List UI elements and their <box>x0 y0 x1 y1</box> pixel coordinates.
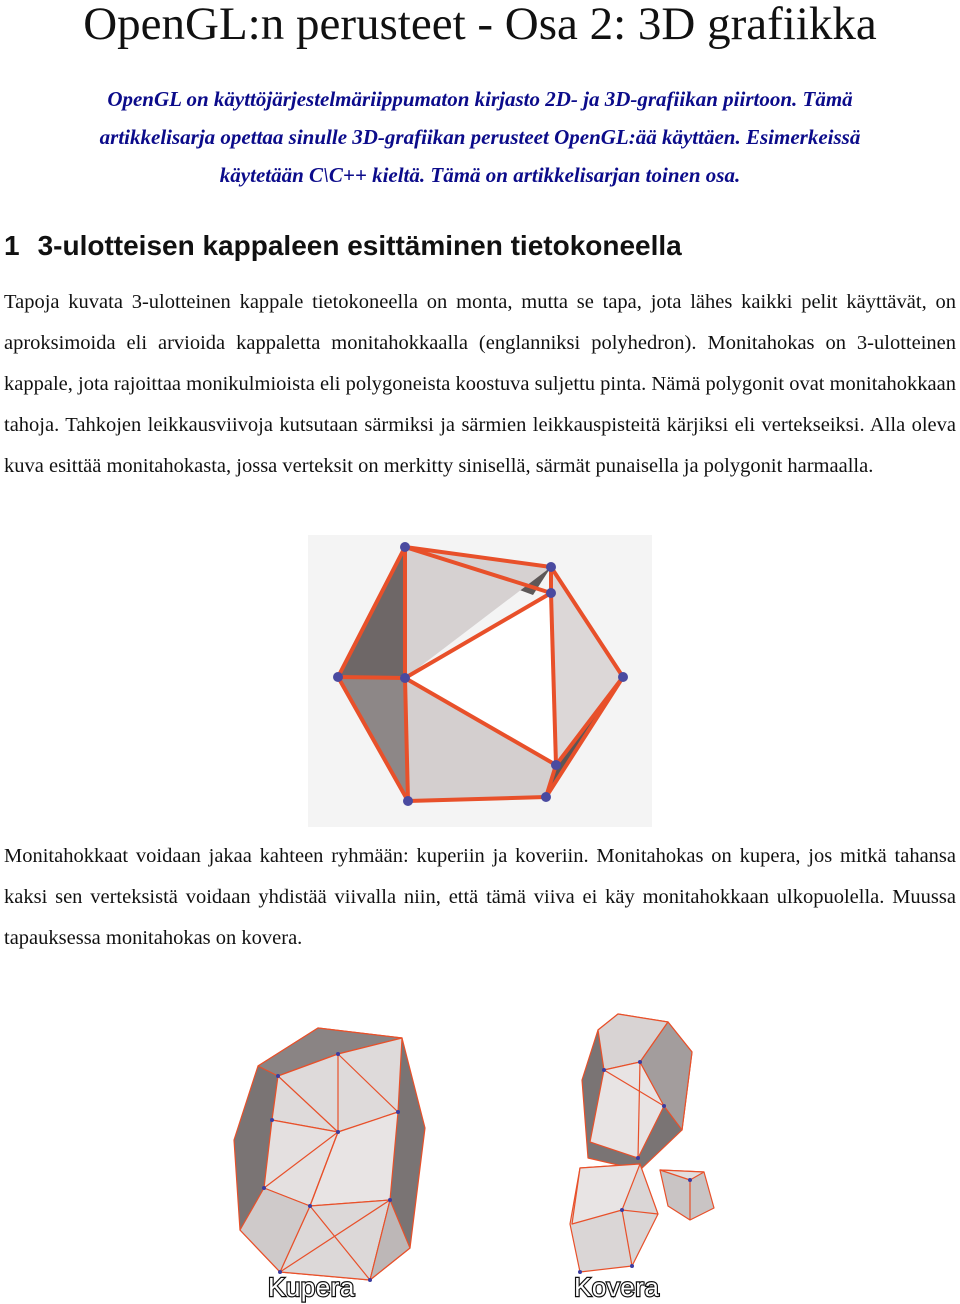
convex-polyhedron <box>234 1028 425 1280</box>
intro-text <box>40 80 920 194</box>
section-number: 1 <box>4 230 20 261</box>
caption-kupera: Kupera <box>268 1272 355 1302</box>
paragraph-convex-concave: Monitahokkaat voidaan jakaa kahteen ryhmään: kuperiin ja koveriin. Monitahokas on kupera, jos mitkä tahansa kaksi sen verteksistä voidaan yhdistää viivalla niin, että tämä viiva ei käy monitahokkaan ulkopuolella. Muussa tapauksessa monitahokas on kovera. <box>4 845 956 949</box>
section-heading <box>4 226 682 266</box>
caption-kovera: Kovera <box>574 1272 660 1302</box>
concave-polyhedron <box>570 1014 714 1272</box>
intro-line: OpenGL on käyttöjärjestelmäriippumaton kirjasto 2D- ja 3D-grafiikan piirtoon. Tämä <box>107 87 853 111</box>
section-heading-text: 3-ulotteisen kappaleen esittäminen tietokoneella <box>37 230 682 261</box>
intro-line: artikkelisarja opettaa sinulle 3D-grafiikan perusteet OpenGL:ää käyttäen. Esimerkeissä <box>99 125 861 149</box>
paragraph-polyhedron-intro: Tapoja kuvata 3-ulotteinen kappale tietokoneella on monta, mutta se tapa, jota lähes kaikki pelit käyttävät, on aproksimoida eli arvioida kappaletta monitahokkaalla (englanniksi polyhedron). Monitahokas on 3-ulotteinen kappale, jota rajoittaa monikulmioista eli polygoneista koostuva suljettu pinta. Nämä polygonit ovat monitahokkaan tahoja. Tahkojen leikkausviivoja kutsutaan särmiksi ja särmien leikkauspisteitä kärjiksi eli vertekseiksi. Alla oleva kuva esittää monitahokasta, jossa verteksit on merkitty sinisellä, särmät punaisella ja polygonit harmaalla. <box>4 291 956 477</box>
page-title: OpenGL:n perusteet - Osa 2: 3D grafiikka <box>83 0 877 50</box>
convex-concave-figure <box>220 1010 740 1304</box>
intro-line: käytetään C\C++ kieltä. Tämä on artikkelisarjan toinen osa. <box>219 163 741 187</box>
polyhedron-figure <box>308 535 652 827</box>
polyhedron-faces <box>338 547 623 801</box>
